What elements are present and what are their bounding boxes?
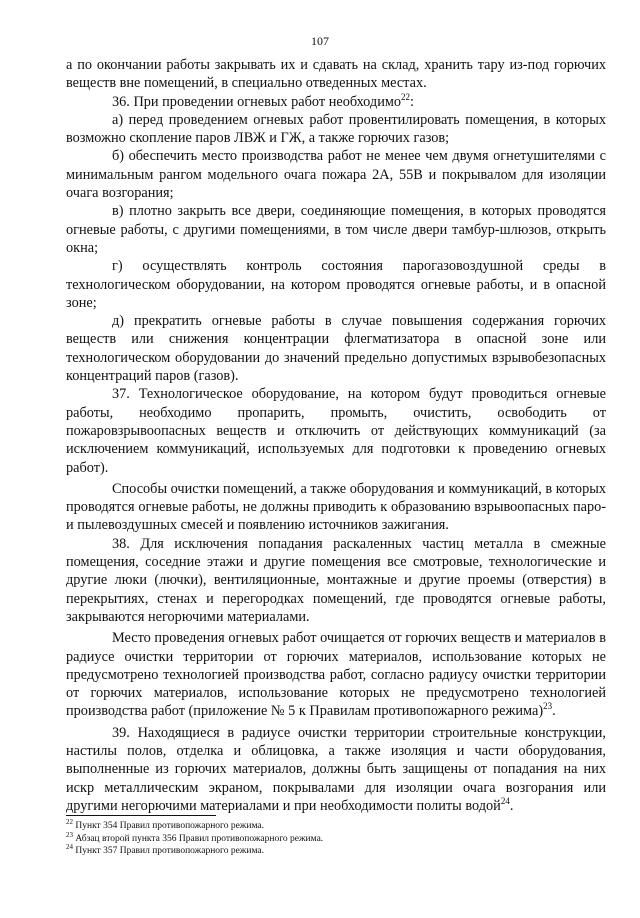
page-number: 107	[311, 34, 329, 48]
footnote-ref-24[interactable]: 24	[500, 796, 510, 807]
footnote-divider	[66, 815, 216, 816]
paragraph-item-38: 38. Для исключения попадания раскаленных частиц металла в смежные помещения, соседние этажи и другие помещения все смотровые, технологические и другие люки (лючки), вентиляционные, монтажные и другие проемы (отверстия) в перекрытиях, стенах и перегородках помещений, где проводятся огневые работы, закрываются негорючими материалами.	[66, 535, 606, 625]
footnote-text: Пункт 357 Правил противопожарного режима.	[75, 846, 264, 856]
footnote-text: Абзац второй пункта 356 Правил противопожарного режима.	[75, 833, 324, 844]
footnote-ref-22[interactable]: 22	[401, 91, 411, 102]
footnotes	[66, 817, 606, 858]
subitem-d: д) прекратить огневые работы в случае повышения содержания горючих веществ или снижения концентрации флегматизатора в опасной зоне или технологическом оборудовании до значений предельно допустимых взрывобезопасных концентраций паров (газов).	[66, 313, 606, 385]
paragraph-item-37: 37. Технологическое оборудование, на котором будут проводиться огневые работы, необходимо пропарить, промыть, очистить, освободить от пожаровзрывоопасных веществ и отключить от действующих коммуникаций (за исключением коммуникаций, используемых для подготовки к проведению огневых работ).	[66, 386, 606, 476]
paragraph-work-site-text: Место проведения огневых работ очищается от горючих веществ и материалов в радиусе очистки территории от горючих материалов, использование которых не предусмотрено технологией производства работ, согласно радиусу очистки территории от горючих материалов, использование которых не предусмотрено технологией производства работ (приложение № 5 к Правилам противопожарного режима)	[66, 630, 606, 720]
paragraph-item-36	[66, 93, 606, 111]
paragraph-work-site	[66, 629, 606, 720]
paragraph-item-36-text: 36. При проведении огневых работ необходимо	[112, 93, 402, 110]
colon-mark: :	[410, 93, 415, 110]
body-text	[66, 56, 606, 815]
footnote-number: 22	[66, 817, 73, 826]
paragraph-continuation: а по окончании работы закрывать их и сдавать на склад, хранить тару из-под горючих веществ вне помещений, в специально отведенных местах.	[66, 57, 606, 92]
subitem-g: г) осуществлять контроль состояния парогазовоздушной среды в технологическом оборудовании, на котором проводятся огневые работы, и в опасной зоне;	[66, 258, 606, 311]
paragraph-item-39	[66, 724, 606, 815]
footnote-23	[66, 830, 606, 846]
footnote-text: Пункт 354 Правил противопожарного режима.	[75, 821, 264, 831]
subitem-a: а) перед проведением огневых работ провентилировать помещения, в которых возможно скопление паров ЛВЖ и ГЖ, а также горючих газов;	[66, 111, 606, 147]
paragraph-cleaning-methods: Способы очистки помещений, а также оборудования и коммуникаций, в которых проводятся огневые работы, не должны приводить к образованию взрывоопасных паро- и пылевоздушных смесей и появлению источников зажигания.	[66, 480, 606, 534]
footnote-24	[66, 842, 606, 858]
subitem-v: в) плотно закрыть все двери, соединяющие помещения, в которых проводятся огневые работы, с другими помещениями, в том числе двери тамбур-шлюзов, открыть окна;	[66, 203, 606, 256]
footnote-ref-23[interactable]: 23	[543, 701, 553, 712]
period-mark-2: .	[509, 797, 514, 814]
subitem-b: б) обеспечить место производства работ не менее чем двумя огнетушителями с минимальным рангом модельного очага пожара 2А, 55В и покрывалом для изоляции очага возгорания;	[66, 148, 606, 202]
footnote-22	[66, 817, 606, 833]
footnote-number: 24	[66, 842, 73, 851]
footnote-number: 23	[66, 830, 73, 839]
period-mark: .	[552, 703, 556, 720]
paragraph-item-39-text: 39. Находящиеся в радиусе очистки территории строительные конструкции, настилы полов, отделка и облицовка, а также изоляция и части оборудования, выполненные из горючих материалов, должны быть защищены от попадания на них искр металлическим экраном, покрывалами для изоляции очага возгорания или другими негорючими материалами и при необходимости политы водой	[66, 724, 606, 814]
